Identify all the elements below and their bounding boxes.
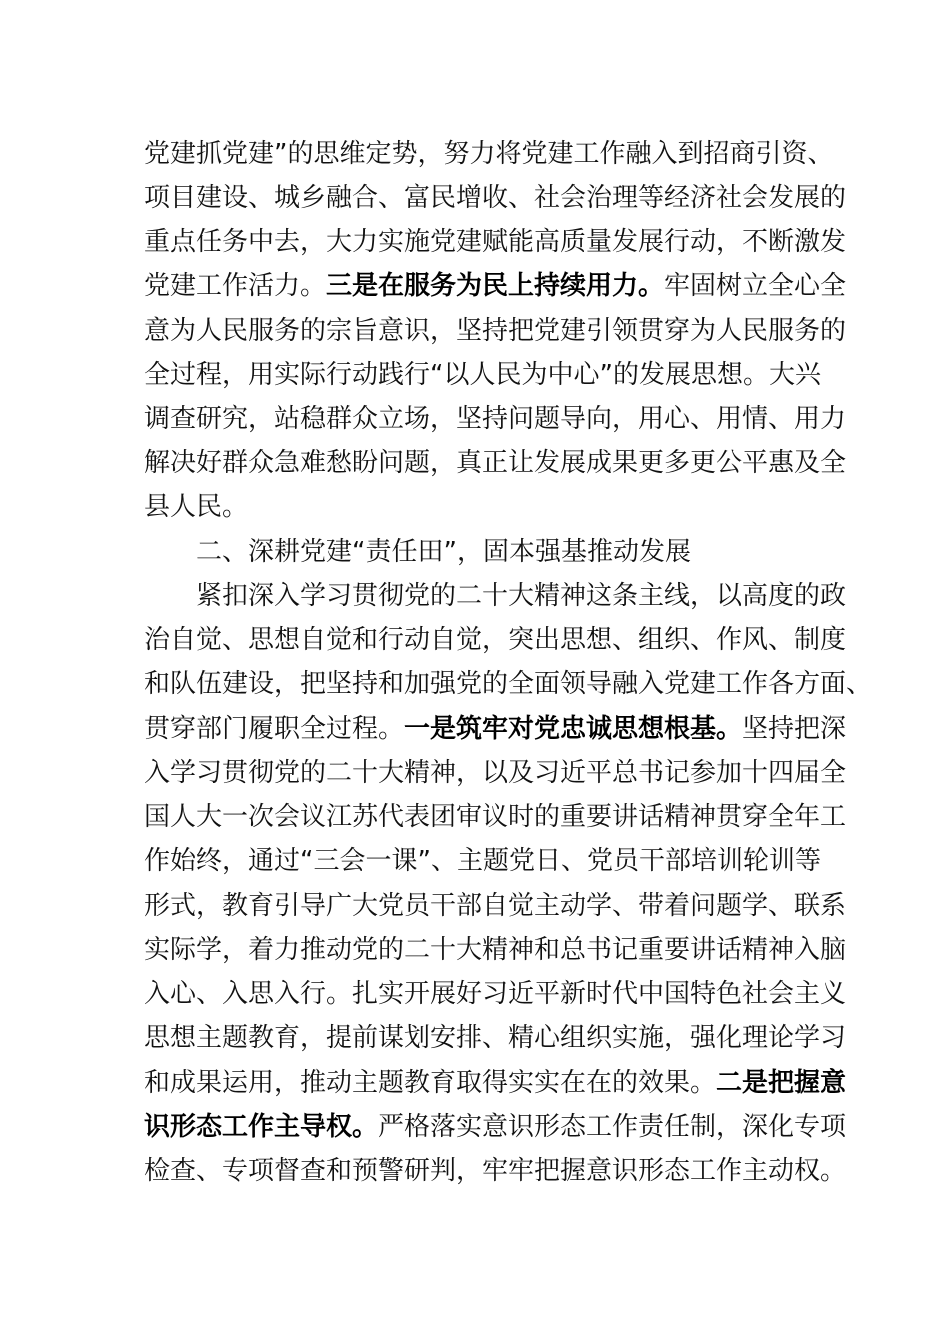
- text-run: 和成果运用，推动主题教育取得实实在在的效果。: [144, 1068, 717, 1098]
- bold-heading: 识形态工作主导权。: [144, 1112, 379, 1142]
- text-line: [144, 266, 847, 306]
- text-line: [144, 399, 847, 439]
- text-run: 入心、入思入行。扎实开展好习近平新时代中国特色社会主义: [144, 979, 847, 1009]
- text-line: [144, 311, 847, 351]
- text-line: [144, 1107, 847, 1147]
- text-run: 党建工作活力。: [144, 271, 327, 301]
- text-line: [144, 134, 834, 174]
- text-run: 和队伍建设，把坚持和加强党的全面领导融入党建工作各方面、: [144, 669, 873, 699]
- text-run: 解决好群众急难愁盼问题，真正让发展成果更多更公平惠及全: [144, 448, 847, 478]
- bold-heading: 一是筑牢对党忠诚思想根基。: [404, 714, 743, 744]
- text-line: [144, 886, 847, 926]
- text-run: 重点任务中去，大力实施党建赋能高质量发展行动，不断激发: [144, 227, 847, 257]
- text-run: 全过程，用实际行动践行“以人民为中心”的发展思想。大兴: [144, 360, 821, 390]
- text-run: 二、深耕党建“责任田”，固本强基推动发展: [196, 537, 691, 567]
- text-line: [144, 222, 847, 262]
- text-line: [144, 974, 847, 1014]
- text-line: [144, 1151, 847, 1191]
- bold-heading: 三是在服务为民上持续用力。: [326, 271, 665, 301]
- text-line: [144, 753, 847, 793]
- text-run: 思想主题教育，提前谋划安排、精心组织实施，强化理论学习: [144, 1023, 847, 1053]
- text-run: 检查、专项督查和预警研判，牢牢把握意识形态工作主动权。: [144, 1156, 847, 1186]
- text-run: 紧扣深入学习贯彻党的二十大精神这条主线，以高度的政: [196, 581, 847, 611]
- text-line: [144, 797, 847, 837]
- text-line: [144, 1063, 847, 1103]
- text-run: 党建抓党建”的思维定势，努力将党建工作融入到招商引资、: [144, 139, 834, 169]
- text-run: 调查研究，站稳群众立场，坚持问题导向，用心、用情、用力: [144, 404, 847, 434]
- text-run: 坚持把深: [742, 714, 847, 744]
- text-line: [144, 355, 824, 395]
- text-run: 严格落实意识形态工作责任制，深化专项: [378, 1112, 847, 1142]
- text-run: 贯穿部门履职全过程。: [144, 714, 405, 744]
- text-line: [144, 709, 847, 749]
- section-heading: [196, 532, 876, 572]
- text-run: 实际学，着力推动党的二十大精神和总书记重要讲话精神入脑: [144, 935, 847, 965]
- text-run: 国人大一次会议江苏代表团审议时的重要讲话精神贯穿全年工: [144, 802, 847, 832]
- text-line: [144, 178, 847, 218]
- text-line: [144, 487, 824, 527]
- text-line: [144, 664, 873, 704]
- text-run: 意为人民服务的宗旨意识，坚持把党建引领贯穿为人民服务的: [144, 316, 847, 346]
- text-run: 入学习贯彻党的二十大精神，以及习近平总书记参加十四届全: [144, 758, 847, 788]
- text-run: 治自觉、思想自觉和行动自觉，突出思想、组织、作风、制度: [144, 625, 847, 655]
- text-line: [144, 443, 847, 483]
- text-run: 县人民。: [144, 492, 249, 522]
- text-line: [196, 576, 876, 616]
- text-line: [144, 1018, 847, 1058]
- text-line: [144, 841, 824, 881]
- bold-heading: 二是把握意: [716, 1068, 847, 1098]
- text-run: 项目建设、城乡融合、富民增收、社会治理等经济社会发展的: [144, 183, 847, 213]
- text-line: [144, 930, 847, 970]
- text-run: 作始终，通过“三会一课”、主题党日、党员干部培训轮训等: [144, 846, 821, 876]
- text-run: 形式，教育引导广大党员干部自觉主动学、带着问题学、联系: [144, 891, 847, 921]
- text-line: [144, 620, 847, 660]
- text-run: 牢固树立全心全: [664, 271, 847, 301]
